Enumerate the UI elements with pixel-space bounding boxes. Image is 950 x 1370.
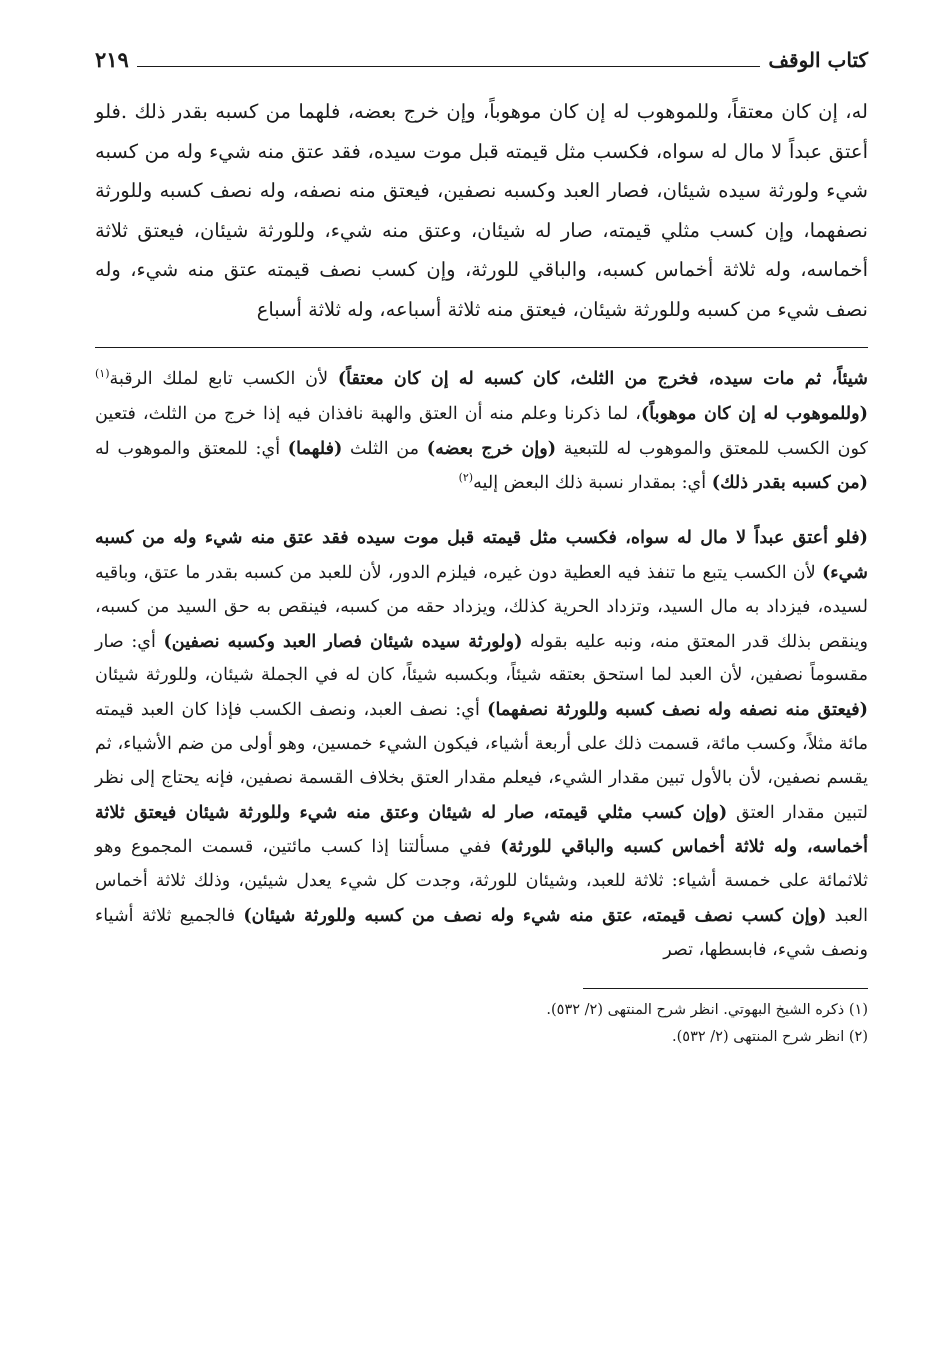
footnote-1: (١) ذكره الشيخ البهوتي. انظر شرح المنتهى (٢/ ٥٣٢). bbox=[546, 1001, 868, 1018]
commentary-text: أي: للمعتق والموهوب له bbox=[95, 438, 288, 459]
footnote-2: (٢) انظر شرح المنتهى (٢/ ٥٣٢). bbox=[672, 1028, 868, 1045]
commentary-text: من الثلث bbox=[342, 438, 427, 459]
footnote-marker[interactable]: (١) bbox=[95, 367, 110, 381]
quoted-text: شيئاً، ثم مات سيده، فخرج من الثلث، كان كسبه له إن كان معتقاً) bbox=[337, 368, 868, 389]
commentary bbox=[95, 362, 868, 968]
section-divider bbox=[95, 347, 868, 348]
commentary-text: لأن الكسب يتبع ما تنفذ فيه العطية دون غيره، فيلزم الدور، لأن للعبد من كسبه بقدر ما عتق، وباقيه لسيده، فيزداد به مال السيد، وتزداد الحرية كذلك، ويزداد حقه من كسبه، فينقص به حق السيد من كسبه، وينقص بذلك قدر المعتق منه، ونبه عليه بقوله bbox=[95, 562, 869, 652]
commentary-text: لأن الكسب تابع لملك الرقبة bbox=[109, 369, 338, 389]
commentary-text: أي: صار مقسوماً نصفين، لأن العبد لما استحق بعتقه شيئاً، وبكسبه شيئاً، كان له في الجملة شيئان، وللورثة شيئان bbox=[95, 631, 868, 686]
footnote-marker[interactable]: (٢) bbox=[458, 471, 474, 485]
footnote-divider bbox=[583, 988, 868, 989]
page-number: ٢١٩ bbox=[95, 47, 129, 72]
commentary-paragraph-2 bbox=[95, 521, 868, 967]
quoted-text: (فلو أعتق عبداً لا مال له سواه، فكسب مثل قيمته قبل موت سيده فقد عتق منه شيء وله من كسبه شيء) bbox=[95, 527, 868, 583]
quoted-text: (فيعتق منه نصفه وله نصف كسبه وللورثة نصفهما) bbox=[487, 699, 868, 721]
quoted-text: (ولورثة سيده شيئان فصار العبد وكسبه نصفين) bbox=[163, 630, 523, 652]
running-title: كتاب الوقف bbox=[768, 48, 868, 72]
quoted-text: (فلهما) bbox=[287, 437, 343, 459]
commentary-paragraph-1 bbox=[95, 362, 868, 501]
header-rule bbox=[137, 66, 760, 67]
commentary-text: فالجميع ثلاثة أشياء ونصف شيء، فابسطها، تصر bbox=[95, 905, 868, 960]
book-page bbox=[95, 30, 868, 1340]
commentary-text: ، لما ذكرنا وعلم منه أن العتق والهبة نافذان فيه إذا خرج من الثلث، فتعين كون الكسب للمعتق والموهوب له للتبعية bbox=[95, 403, 868, 459]
main-text-paragraph: له، إن كان معتقاً، وللموهوب له إن كان موهوباً، وإن خرج بعضه، فلهما من كسبه بقدر ذلك .فلو أعتق عبداً لا مال له سواه، فكسب مثل قيمته قبل موت سيده، فقد عتق منه شيء وله من كسبه شيء ولورثة سيده شيئان، فصار العبد وكسبه نصفين، فيعتق منه نصفه، وله نصف كسبه وللورثة نصفهما، وإن كسب مثلي قيمته، صار له شيئان، وعتق منه شيء، وللورثة شيئان، فيعتق ثلاثة أخماسه، وله ثلاثة أخماس كسبه، والباقي للورثة، وإن كسب نصف قيمته عتق منه شيء، وله نصف شيء من كسبه وللورثة شيئان، فيعتق منه ثلاثة أسباعه، وله ثلاثة أسباع bbox=[95, 100, 868, 321]
page-header bbox=[95, 30, 868, 70]
footnotes bbox=[95, 997, 868, 1051]
main-text bbox=[95, 92, 868, 329]
quoted-text: (وإن كسب نصف قيمته، عتق منه شيء وله نصف من كسبه وللورثة شيئان) bbox=[243, 904, 827, 926]
commentary-text: أي: بمقدار نسبة ذلك البعض إليه bbox=[473, 473, 712, 494]
commentary-text: ففي مسألتنا إذا كسب مائتين، قسمت المجموع وهو ثلاثمائة على خمسة أشياء: ثلاثة للعبد، وشيئان للورثة، وجدت كل شيء يعدل شيئين، وذلك ثلاثة أخماس العبد bbox=[95, 837, 868, 926]
quoted-text: (من كسبه بقدر ذلك) bbox=[711, 472, 868, 494]
quoted-text: (وللموهوب له إن كان موهوباً) bbox=[640, 402, 868, 424]
quoted-text: (وإن كسب مثلي قيمته، صار له شيئان وعتق منه شيء وللورثة شيئان فيعتق ثلاثة أخماسه، وله ثلاثة أخماس كسبه والباقي للورثة) bbox=[95, 801, 868, 858]
commentary-text: أي: نصف العبد، ونصف الكسب فإذا كان العبد قيمته مائة مثلاً، وكسب مائة، قسمت ذلك على أربعة أشياء، فيكون الشيء خمسين، وهو أولى من ضم الأشياء، ثم يقسم نصفين، لأن بالأول تبين مقدار الشيء، فيعلم مقدار العتق بخلاف القسمة نصفين، فإنه يحتاج إلى نظر لتبين مقدار العتق bbox=[95, 700, 869, 823]
quoted-text: (وإن خرج بعضه) bbox=[426, 437, 557, 459]
